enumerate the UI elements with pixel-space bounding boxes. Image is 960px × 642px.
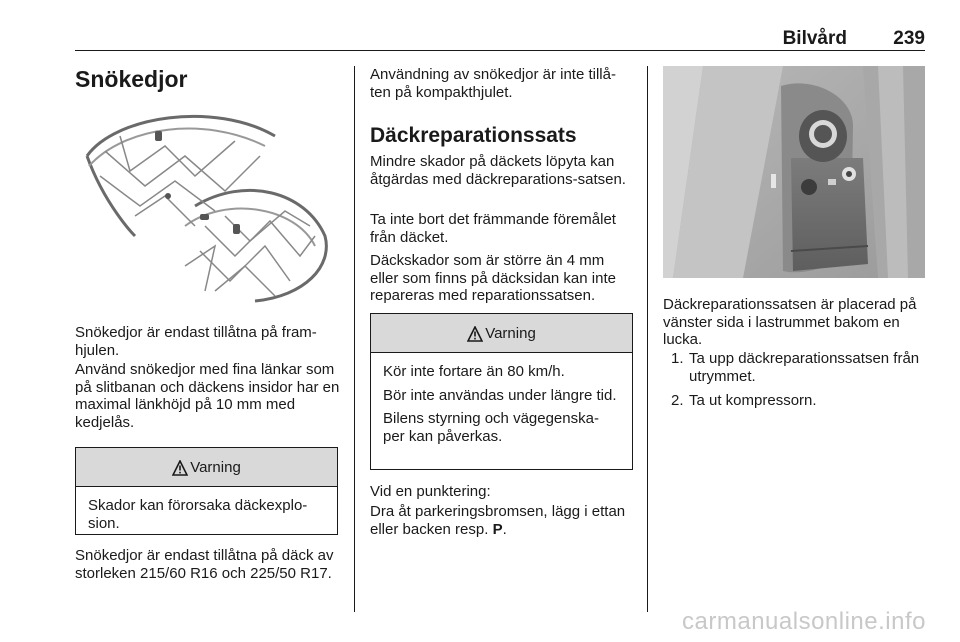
paragraph: Däckskador som är större än 4 mm eller som finns på däcksidan kan inte repareras med reparationssatsen. bbox=[370, 252, 616, 304]
warning-text: Kör inte fortare än 80 km/h. bbox=[383, 363, 565, 380]
step-text: Ta upp däckreparationssatsen från utrymmet. bbox=[689, 350, 920, 385]
paragraph: Däckreparationssatsen är placerad på vänster sida i lastrummet bakom en lucka. bbox=[663, 296, 917, 348]
warning-box bbox=[370, 313, 633, 470]
section-heading-tire-repair-kit: Däckreparationssats bbox=[370, 124, 577, 147]
header-rule bbox=[75, 50, 925, 51]
step-number: 1. bbox=[671, 350, 684, 367]
paragraph: Snökedjor är endast tillåtna på fram-hjulen. bbox=[75, 324, 317, 359]
page-number: 239 bbox=[893, 28, 925, 49]
warning-box bbox=[75, 447, 338, 535]
paragraph: Ta inte bort det främmande föremålet från däcket. bbox=[370, 211, 616, 246]
watermark: carmanualsonline.info bbox=[682, 608, 926, 635]
warning-label: Varning bbox=[190, 458, 241, 476]
warning-text: Bör inte användas under längre tid. bbox=[383, 386, 617, 404]
paragraph: Vid en punktering: bbox=[370, 483, 491, 500]
gear-p-label: P bbox=[492, 520, 503, 538]
warning-header bbox=[76, 448, 337, 487]
column-divider bbox=[354, 66, 355, 612]
section-heading-snow-chains: Snökedjor bbox=[75, 66, 188, 92]
warning-triangle-icon bbox=[172, 460, 188, 476]
paragraph: Använd snökedjor med fina länkar som på slitbanan och däckens insidor har en maximal länkhöjd på 10 mm med kedjelås. bbox=[75, 361, 340, 431]
warning-header bbox=[371, 314, 632, 353]
warning-text: Skador kan förorsaka däckexplo-sion. bbox=[88, 497, 308, 532]
warning-text: Bilens styrning och vägegenska-per kan påverkas. bbox=[383, 410, 599, 445]
step-number: 2. bbox=[671, 392, 684, 409]
trunk-compartment-photo bbox=[663, 66, 925, 278]
step-text: Ta ut kompressorn. bbox=[689, 392, 817, 409]
warning-label: Varning bbox=[485, 324, 536, 342]
paragraph: Dra åt parkeringsbromsen, lägg i ettan eller backen resp. P. bbox=[370, 503, 626, 538]
snow-chains-illustration bbox=[75, 96, 338, 310]
paragraph: Snökedjor är endast tillåtna på däck av storleken 215/60 R16 och 225/50 R17. bbox=[75, 547, 334, 582]
warning-triangle-icon bbox=[467, 326, 483, 342]
section-title: Bilvård bbox=[782, 28, 847, 49]
paragraph: Användning av snökedjor är inte tillå-ten på kompakthjulet. bbox=[370, 66, 616, 101]
column-divider bbox=[647, 66, 648, 612]
page-header bbox=[75, 28, 925, 50]
paragraph: Mindre skador på däckets löpyta kan åtgärdas med däckreparations-satsen. bbox=[370, 153, 626, 188]
